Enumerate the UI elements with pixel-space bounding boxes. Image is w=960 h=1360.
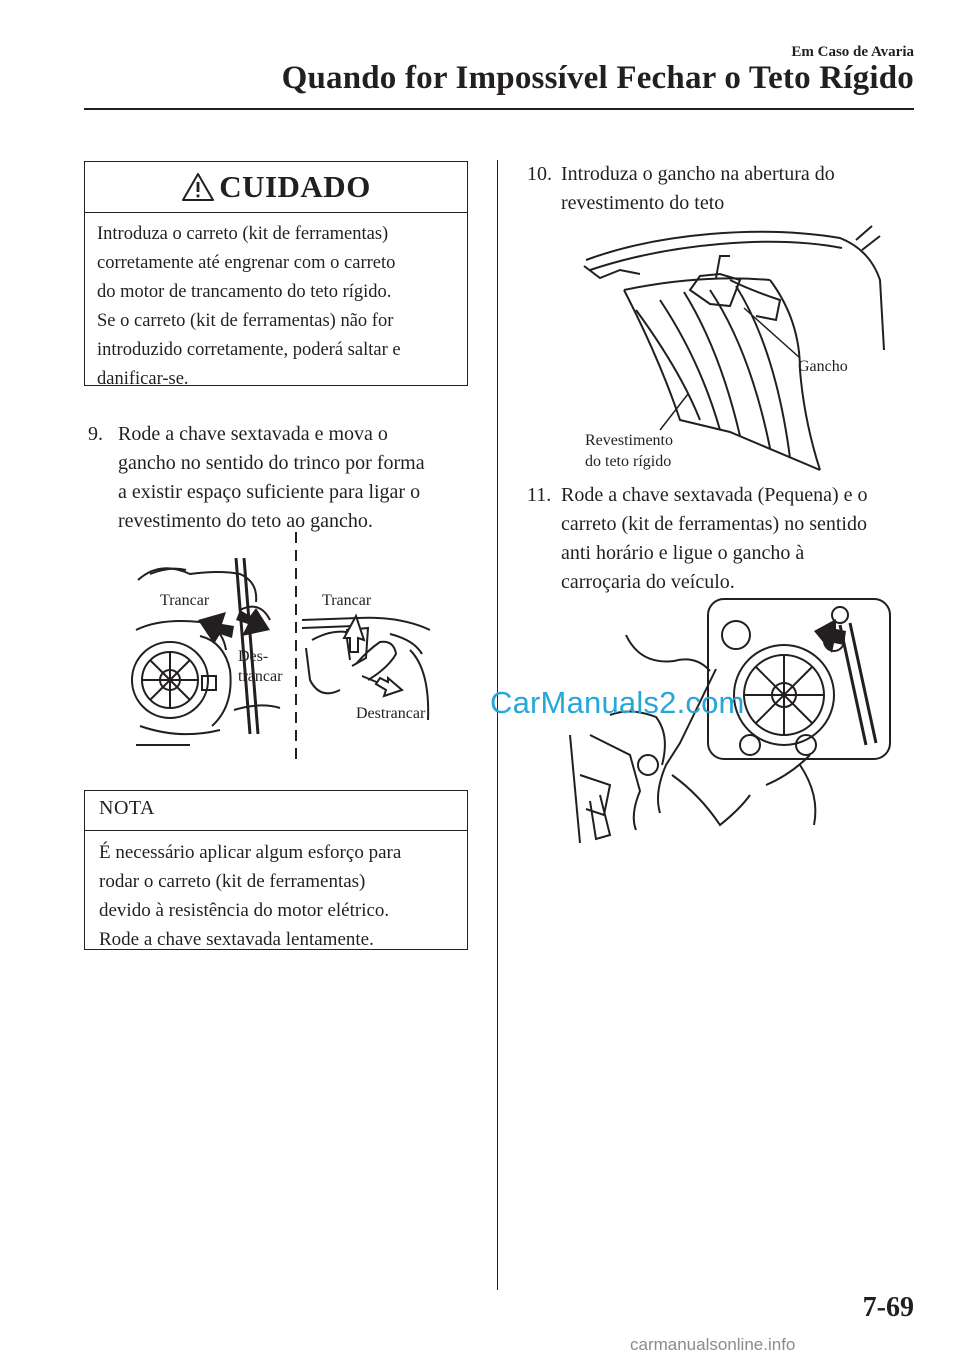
step-10 <box>527 160 907 220</box>
step-line: a existir espaço suficiente para ligar o <box>118 481 421 503</box>
section-label: Em Caso de Avaria <box>791 44 914 60</box>
footer-url: carmanualsonline.info <box>630 1335 796 1354</box>
hook-arrows <box>344 616 402 696</box>
step-line: Introduza o gancho na abertura do <box>561 163 835 185</box>
warning-triangle-icon <box>181 172 215 202</box>
caution-line: do motor de trancamento do teto rígido. <box>97 282 392 302</box>
header-rule <box>84 108 914 110</box>
note-box <box>84 790 468 950</box>
label-unlock-left-1: Des- <box>238 648 269 665</box>
step-line: Rode a chave sextavada (Pequena) e o <box>561 484 868 506</box>
caution-line: introduzido corretamente, poderá saltar e <box>97 340 401 360</box>
label-lining-2: do teto rígido <box>585 453 672 470</box>
caution-line: Se o carreto (kit de ferramentas) não for <box>97 311 394 331</box>
step-9 <box>88 420 468 540</box>
hex-key-figure <box>570 595 895 850</box>
label-unlock-left-2: trancar <box>238 668 283 685</box>
step-line: carreto (kit de ferramentas) no sentido <box>561 513 867 535</box>
step-line: Rode a chave sextavada e mova o <box>118 423 388 445</box>
step-number: 11. <box>527 484 552 506</box>
caution-text <box>97 220 457 394</box>
roof-lining-figure <box>580 220 890 476</box>
label-unlock-right: Destrancar <box>356 705 426 722</box>
note-line: devido à resistência do motor elétrico. <box>99 900 390 921</box>
column-divider <box>497 160 498 1290</box>
step-line: revestimento do teto <box>561 192 725 214</box>
lock-unlock-figure <box>130 530 460 770</box>
caution-line: corretamente até engrenar com o carreto <box>97 253 396 273</box>
note-text <box>99 838 457 954</box>
caution-line: danificar-se. <box>97 369 189 389</box>
watermark: CarManuals2.com <box>490 685 745 720</box>
note-title: NOTA <box>99 797 155 819</box>
step-line: carroçaria do veículo. <box>561 571 735 593</box>
step-number: 10. <box>527 163 552 185</box>
step-line: gancho no sentido do trinco por forma <box>118 452 425 474</box>
note-line: Rode a chave sextavada lentamente. <box>99 929 374 950</box>
page-number: 7-69 <box>862 1292 914 1323</box>
label-hook: Gancho <box>798 358 848 375</box>
note-line: rodar o carreto (kit de ferramentas) <box>99 871 366 892</box>
step-line: anti horário e ligue o gancho à <box>561 542 805 564</box>
label-lining-1: Revestimento <box>585 432 673 449</box>
step-11 <box>527 481 917 601</box>
label-lock-left: Trancar <box>160 592 210 609</box>
page-title: Quando for Impossível Fechar o Teto Rígido <box>281 60 914 96</box>
note-line: É necessário aplicar algum esforço para <box>99 842 402 863</box>
caution-title: CUIDADO <box>219 169 371 204</box>
step-number: 9. <box>88 423 103 445</box>
caution-header <box>85 162 467 213</box>
step-line: revestimento do teto ao gancho. <box>118 510 373 532</box>
note-header <box>85 791 467 831</box>
label-lock-right: Trancar <box>322 592 372 609</box>
caution-line: Introduza o carreto (kit de ferramentas) <box>97 224 389 244</box>
caution-box <box>84 161 468 389</box>
